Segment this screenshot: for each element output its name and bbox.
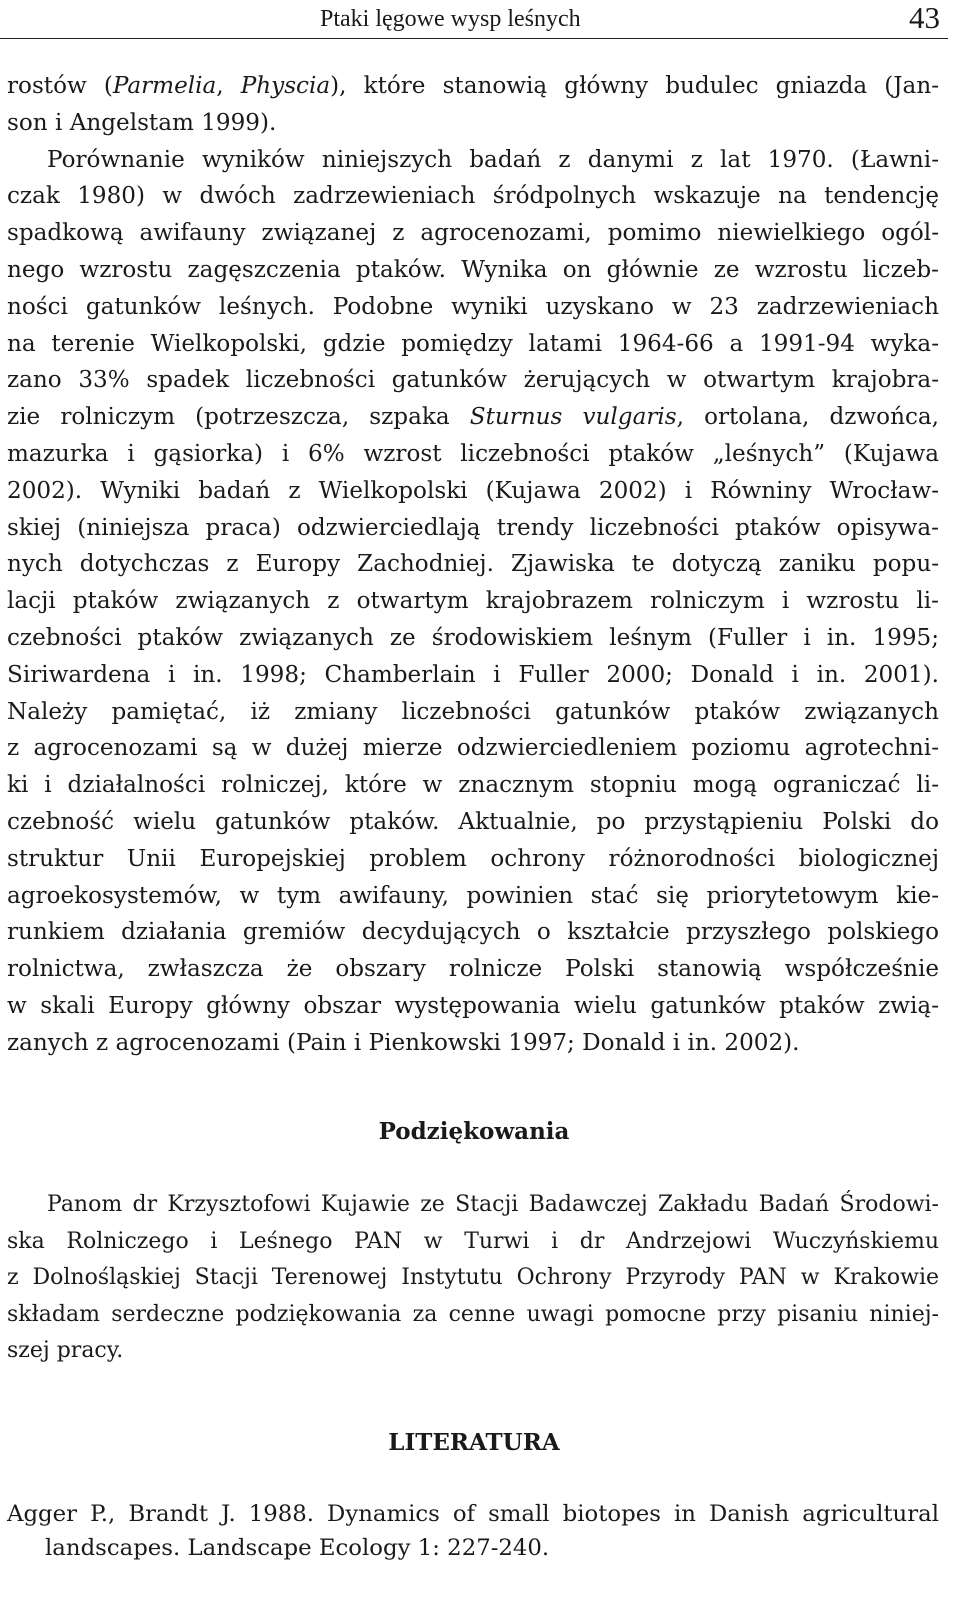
text-line: Należy pamiętać, iż zmiany liczebności gatunków ptaków związanych <box>7 698 939 725</box>
reference-entry <box>7 1497 939 1565</box>
text-line: szej pracy. <box>7 1338 124 1363</box>
text-line: agroekosystemów, w tym awifauny, powinien stać się priorytetowym kie- <box>7 882 939 909</box>
running-header <box>0 0 948 39</box>
text-line: son i Angelstam 1999). <box>7 109 277 136</box>
text-line: zie rolniczym (potrzeszcza, szpaka Sturnus vulgaris, ortolana, dzwońca, <box>7 404 940 431</box>
text-line: struktur Unii Europejskiej problem ochrony różnorodności biologicznej <box>7 845 939 872</box>
running-title: Ptaki lęgowe wysp leśnych <box>320 6 581 32</box>
text-line: nego wzrostu zagęszczenia ptaków. Wynika on głównie ze wzrostu liczeb- <box>7 256 939 283</box>
text-line: czebność wielu gatunków ptaków. Aktualnie, po przystąpieniu Polski do <box>7 808 939 835</box>
reference-line: Agger P., Brandt J. 1988. Dynamics of small biotopes in Danish agricultural <box>7 1501 939 1527</box>
text-line: czak 1980) w dwóch zadrzewieniach śródpolnych wskazuje na tendencję <box>7 183 939 210</box>
text-line: spadkową awifauny związanej z agrocenozami, pomimo niewielkiego ogól- <box>7 220 939 247</box>
text-line: Panom dr Krzysztofowi Kujawie ze Stacji Badawczej Zakładu Badań Środowi- <box>47 1192 939 1217</box>
acknowledgements-heading: Podziękowania <box>378 1118 570 1145</box>
text-line: na terenie Wielkopolski, gdzie pomiędzy latami 1964-66 a 1991-94 wyka- <box>7 330 939 357</box>
text-line: ska Rolniczego i Leśnego PAN w Turwi i dr Andrzejowi Wuczyńskiemu <box>7 1228 939 1254</box>
literature-heading: LITERATURA <box>388 1429 560 1456</box>
page-number: 43 <box>909 0 940 35</box>
text-line: czebności ptaków związanych ze środowiskiem leśnym (Fuller i in. 1995; <box>7 624 939 651</box>
text-line: zano 33% spadek liczebności gatunków żerujących w otwartym krajobra- <box>7 367 939 394</box>
text-line: zanych z agrocenozami (Pain i Pienkowski 1997; Donald i in. 2002). <box>7 1029 800 1056</box>
main-text <box>7 68 939 1062</box>
text-line: lacji ptaków związanych z otwartym krajobrazem rolniczym i wzrostu li- <box>7 588 939 615</box>
text-line: rostów (Parmelia, Physcia), które stanowią główny budulec gniazda (Jan- <box>7 73 939 99</box>
reference-line: landscapes. Landscape Ecology 1: 227-240. <box>45 1535 550 1561</box>
text-line: w skali Europy główny obszar występowania wielu gatunków ptaków zwią- <box>7 992 939 1019</box>
text-line: rolnictwa, zwłaszcza że obszary rolnicze Polski stanowią współcześnie <box>7 956 939 983</box>
text-line: z Dolnośląskiej Stacji Terenowej Instytutu Ochrony Przyrody PAN w Krakowie <box>7 1265 939 1290</box>
text-line: 2002). Wyniki badań z Wielkopolski (Kujawa 2002) i Równiny Wrocław- <box>7 477 939 504</box>
text-line: runkiem działania gremiów decydujących o kształcie przyszłego polskiego <box>7 919 939 946</box>
text-line: mazurka i gąsiorka) i 6% wzrost liczebności ptaków „leśnych” (Kujawa <box>7 440 939 467</box>
acknowledgements-text <box>7 1187 939 1370</box>
text-line: ności gatunków leśnych. Podobne wyniki uzyskano w 23 zadrzewieniach <box>7 293 939 320</box>
text-line: Porównanie wyników niniejszych badań z danymi z lat 1970. (Ławni- <box>47 146 939 173</box>
text-line: składam serdeczne podziękowania za cenne uwagi pomocne przy pisaniu niniej- <box>7 1301 939 1327</box>
text-line: nych dotychczas z Europy Zachodniej. Zjawiska te dotyczą zaniku popu- <box>7 551 939 578</box>
text-line: z agrocenozami są w dużej mierze odzwierciedleniem poziomu agrotechni- <box>7 735 939 762</box>
text-line: ki i działalności rolniczej, które w znacznym stopniu mogą ograniczać li- <box>7 772 939 799</box>
text-line: Siriwardena i in. 1998; Chamberlain i Fuller 2000; Donald i in. 2001). <box>7 661 939 688</box>
text-line: skiej (niniejsza praca) odzwierciedlają trendy liczebności ptaków opisywa- <box>7 514 939 541</box>
reference-list <box>7 1497 939 1565</box>
